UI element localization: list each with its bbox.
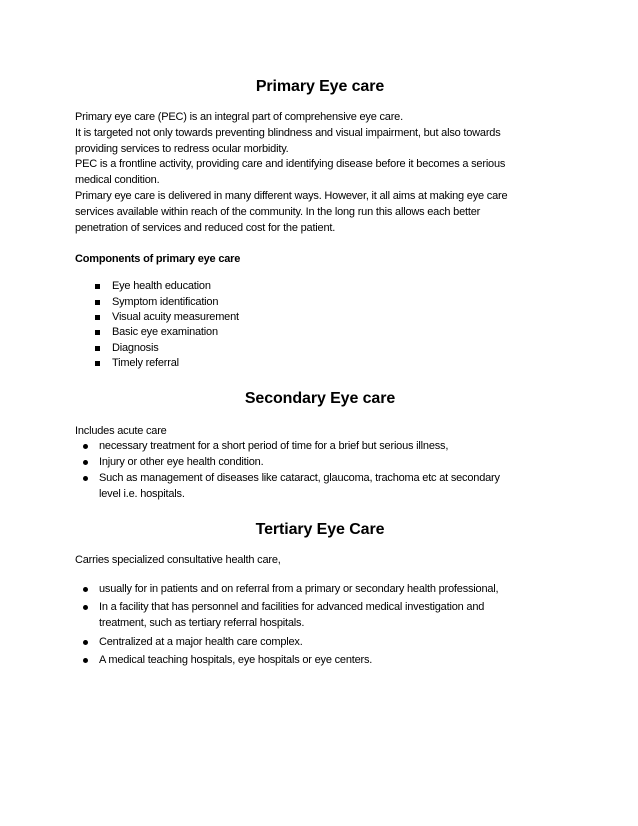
list-item-text: Injury or other eye health condition.	[99, 456, 264, 469]
list-item	[75, 455, 565, 471]
round-bullet-icon	[83, 460, 88, 465]
square-bullet-icon	[95, 346, 100, 351]
square-bullet-icon	[95, 315, 100, 320]
primary-intro-paragraph	[75, 110, 565, 236]
list-item	[75, 341, 565, 356]
square-bullet-icon	[95, 300, 100, 305]
list-item-text: Basic eye examination	[112, 326, 218, 339]
tertiary-list	[75, 582, 565, 668]
paragraph-line: Primary eye care (PEC) is an integral part of comprehensive eye care.	[75, 111, 403, 123]
list-item	[75, 295, 565, 310]
list-item-text: Symptom identification	[112, 295, 219, 308]
paragraph-line: Primary eye care is delivered in many different ways. However, it all aims at making eye care	[75, 189, 508, 202]
list-item-text: A medical teaching hospitals, eye hospitals or eye centers.	[99, 653, 373, 666]
secondary-eye-care-title: Secondary Eye care	[244, 389, 396, 407]
paragraph-line: medical condition.	[75, 174, 160, 187]
list-item-text: Eye health education	[112, 280, 211, 293]
list-item	[75, 582, 565, 598]
list-item	[75, 653, 565, 669]
round-bullet-icon	[83, 587, 88, 592]
list-item-text: In a facility that has personnel and facilities for advanced medical investigation and	[99, 601, 485, 614]
paragraph-line: PEC is a frontline activity, providing care and identifying disease before it becomes a serious	[75, 158, 506, 171]
list-item	[75, 635, 565, 651]
round-bullet-icon	[83, 658, 88, 663]
square-bullet-icon	[95, 361, 100, 366]
components-heading: Components of primary eye care	[75, 253, 241, 266]
round-bullet-icon	[83, 605, 88, 610]
list-item-text-continued: treatment, such as tertiary referral hospitals.	[99, 616, 305, 629]
list-item	[75, 600, 565, 632]
list-item-text: Centralized at a major health care complex.	[99, 635, 303, 648]
list-item-text: Timely referral	[112, 357, 179, 370]
list-item-text-continued: level i.e. hospitals.	[99, 487, 185, 500]
tertiary-intro: Carries specialized consultative health care,	[75, 553, 281, 566]
list-item	[75, 356, 565, 371]
paragraph-line: It is targeted not only towards preventing blindness and visual impairment, but also towards	[75, 126, 501, 139]
list-item	[75, 439, 565, 455]
round-bullet-icon	[83, 640, 88, 645]
square-bullet-icon	[95, 284, 100, 289]
list-item-text: usually for in patients and on referral from a primary or secondary health professional,	[99, 583, 499, 596]
paragraph-line: providing services to redress ocular morbidity.	[75, 142, 289, 155]
paragraph-line: services available within reach of the community. In the long run this allows each better	[75, 205, 481, 218]
tertiary-eye-care-title: Tertiary Eye Care	[255, 520, 385, 538]
list-item-text: necessary treatment for a short period of time for a brief but serious illness,	[99, 440, 449, 453]
secondary-list	[75, 439, 565, 502]
list-item-text: Such as management of diseases like cataract, glaucoma, trachoma etc at secondary	[99, 472, 500, 484]
square-bullet-icon	[95, 330, 100, 335]
components-list	[75, 279, 565, 371]
list-item	[75, 279, 565, 294]
secondary-intro: Includes acute care	[75, 424, 167, 437]
list-item-text: Visual acuity measurement	[112, 310, 239, 323]
round-bullet-icon	[83, 444, 88, 449]
list-item	[75, 310, 565, 325]
list-item	[75, 471, 565, 503]
list-item	[75, 325, 565, 340]
round-bullet-icon	[83, 476, 88, 481]
paragraph-line: penetration of services and reduced cost for the patient.	[75, 221, 336, 234]
document-content	[75, 78, 565, 668]
list-item-text: Diagnosis	[112, 341, 159, 354]
primary-eye-care-title: Primary Eye care	[255, 78, 385, 95]
